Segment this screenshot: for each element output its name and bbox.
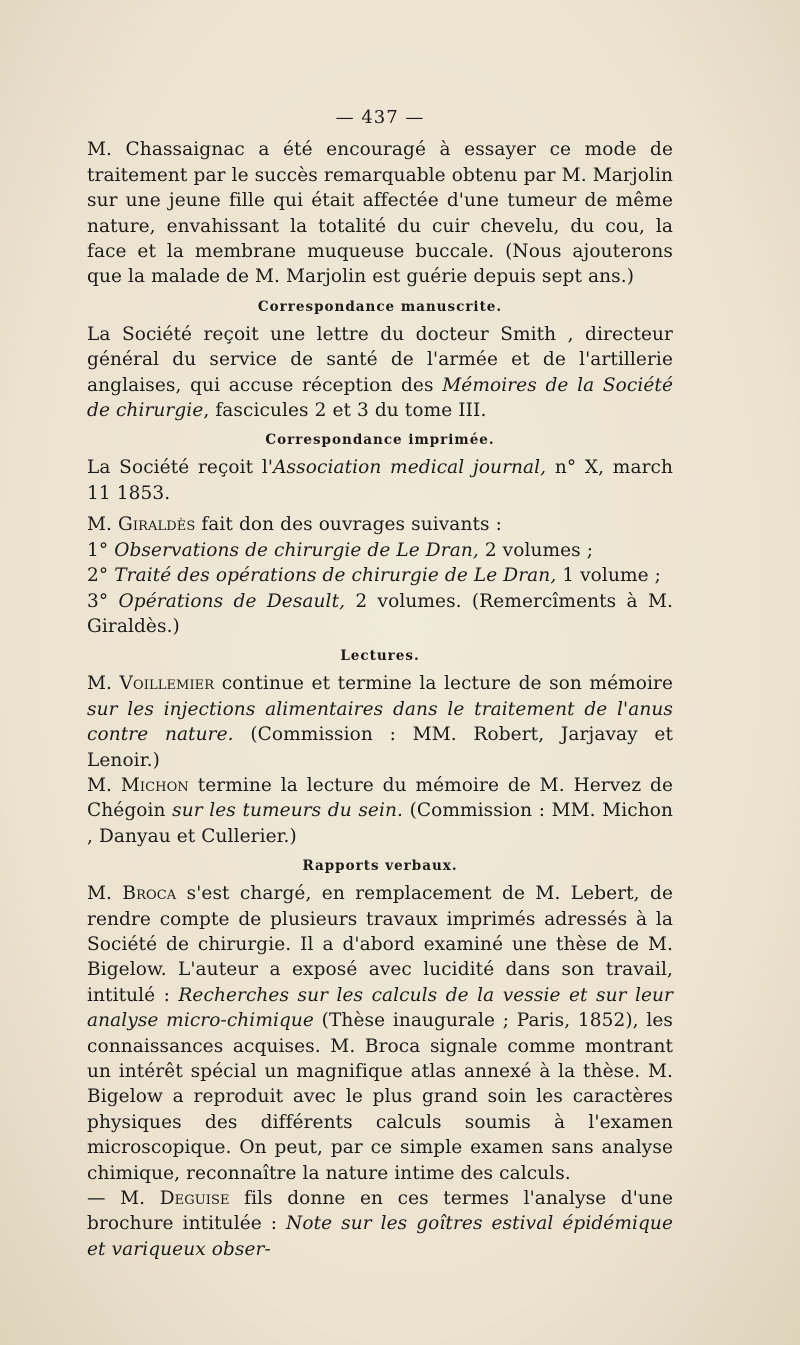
- heading-correspondance-imprimee: Correspondance imprimée.: [265, 432, 495, 449]
- page-number: — 437 —: [335, 107, 425, 128]
- list-item: 1° Observations de chirurgie de Le Dran, 2 volumes ;: [87, 539, 594, 561]
- heading-rapports-verbaux: Rapports verbaux.: [302, 858, 458, 875]
- heading-lectures: Lectures.: [340, 648, 420, 665]
- paragraph-broca: M. Broca s'est chargé, en remplacement de M. Lebert, de rendre compte de plusieurs travaux imprimés adressés à la Société de chirurgie. Il a d'abord examiné une thèse de M. Bigelow. L'auteur a exposé avec lucidité dans son travail, intitulé : Recherches sur les calculs de la vessie et sur leur analyse micro-chimique (Thèse inaugurale ; Paris, 1852), les connaissances acquises. M. Broca signale comme montrant un intérêt spécial un magnifique atlas annexé à la thèse. M. Bigelow a reproduit avec le plus grand soin les caractères physiques des différents calculs soumis à l'examen microscopique. On peut, par ce simple examen sans analyse chimique, reconnaître la nature intime des calculs.: [87, 883, 674, 1184]
- list-item: 3° Opérations de Desault, 2 volumes. (Remercîments à M. Giraldès.): [87, 590, 674, 637]
- paragraph-deguise: — M. Deguise fils donne en ces termes l'analyse d'une brochure intitulée : Note sur les goîtres estival épidémique et variqueux obser-: [87, 1188, 673, 1260]
- paragraph-michon: M. Michon termine la lecture du mémoire de M. Hervez de Chégoin sur les tumeurs du sein. (Commission : MM. Michon , Danyau et Cullerier.): [87, 774, 674, 847]
- paragraph-journal: La Société reçoit l'Association medical journal, n° X, march 11 1853.: [87, 457, 673, 504]
- page-text: [87, 105, 673, 1262]
- paragraph-chassaignac: M. Chassaignac a été encouragé à essayer ce mode de traitement par le succès remarquable obtenu par M. Marjolin sur une jeune fille qui était affectée d'une tumeur de même nature, envahissant la totalité du cuir chevelu, du cou, la face et la membrane muqueuse buccale. (Nous ajouterons que la malade de M. Marjolin est guérie depuis sept ans.): [87, 139, 673, 288]
- paragraph-smith: La Société reçoit une lettre du docteur Smith , directeur général du service de santé de l'armée et de l'artillerie anglaises, qui accuse réception des Mémoires de la Société de chirurgie, fascicules 2 et 3 du tome III.: [87, 323, 674, 422]
- list-item: 2° Traité des opérations de chirurgie de Le Dran, 1 volume ;: [87, 565, 661, 587]
- heading-correspondance-manuscrite: Correspondance manuscrite.: [257, 298, 503, 315]
- paragraph-giraldes: M. Giraldès fait don des ouvrages suivants :: [87, 514, 502, 536]
- paragraph-voillemier: M. Voillemier continue et termine la lecture de son mémoire sur les injections alimentaires dans le traitement de l'anus contre nature. (Commission : MM. Robert, Jarjavay et Lenoir.): [87, 673, 674, 771]
